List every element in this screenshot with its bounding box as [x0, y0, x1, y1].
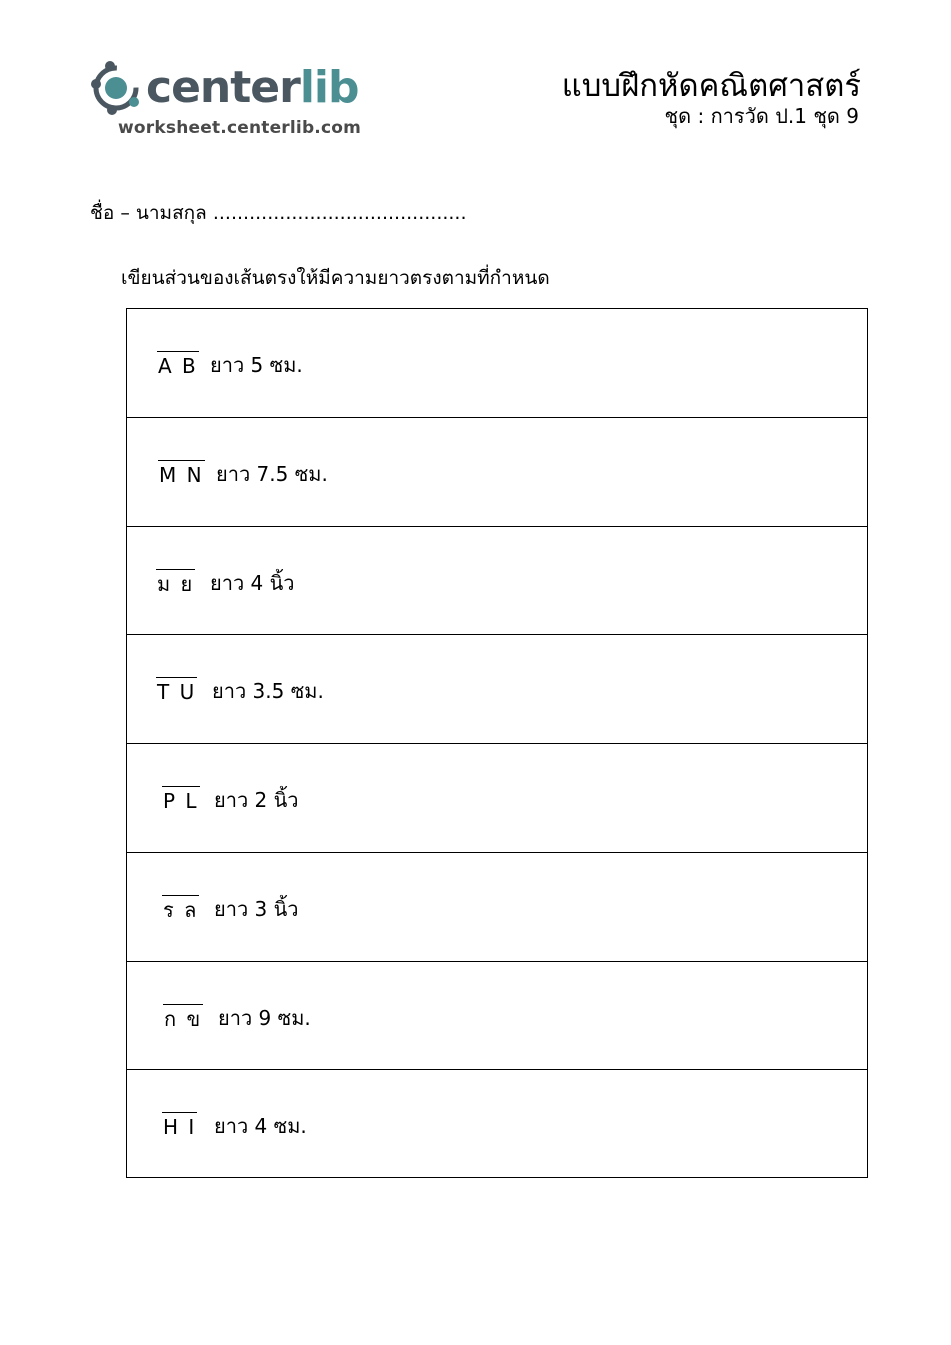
segment-length: ยาว 4 นิ้ว — [210, 570, 295, 595]
segment-length: ยาว 7.5 ซม. — [216, 461, 328, 486]
worksheet-title: แบบฝึกหัดคณิตศาสตร์ — [561, 68, 861, 104]
exercise-table — [126, 308, 868, 1178]
segment-length: ยาว 3 นิ้ว — [214, 896, 299, 921]
exercise-row — [127, 962, 867, 1071]
student-name-line: ชื่อ – นามสกุล .......................................... — [90, 202, 467, 224]
segment-length: ยาว 4 ซม. — [214, 1114, 307, 1139]
exercise-row — [127, 309, 867, 418]
logo — [86, 58, 366, 144]
segment-label: ร ล — [162, 895, 199, 922]
logo-word-center: center — [146, 62, 300, 113]
logo-url: worksheet.centerlib.com — [118, 118, 362, 138]
exercise-row — [127, 853, 867, 962]
segment-length: ยาว 2 นิ้ว — [214, 788, 299, 812]
exercise-row — [127, 418, 867, 527]
exercise-row — [127, 1070, 867, 1179]
segment-length: ยาว 9 ซม. — [218, 1005, 311, 1030]
exercise-row — [127, 527, 867, 636]
segment-label: P L — [162, 786, 200, 813]
exercise-row — [127, 635, 867, 744]
logo-wordmark — [146, 60, 359, 116]
segment-label: ก ข — [163, 1004, 203, 1031]
instruction-text: เขียนส่วนของเส้นตรงให้มีความยาวตรงตามที่กำหนด — [121, 267, 550, 289]
centerlib-logo-icon — [86, 58, 146, 118]
worksheet-subtitle: ชุด : การวัด ป.1 ชุด 9 — [664, 104, 859, 128]
exercise-row — [127, 744, 867, 853]
segment-label: T U — [156, 677, 197, 704]
segment-label: M N — [158, 460, 205, 487]
segment-length: ยาว 3.5 ซม. — [212, 679, 324, 704]
logo-word-lib: lib — [299, 62, 359, 113]
segment-length: ยาว 5 ซม. — [210, 353, 303, 377]
segment-label: ม ย — [156, 569, 195, 596]
segment-label: A B — [157, 351, 199, 378]
segment-label: H I — [162, 1112, 197, 1139]
